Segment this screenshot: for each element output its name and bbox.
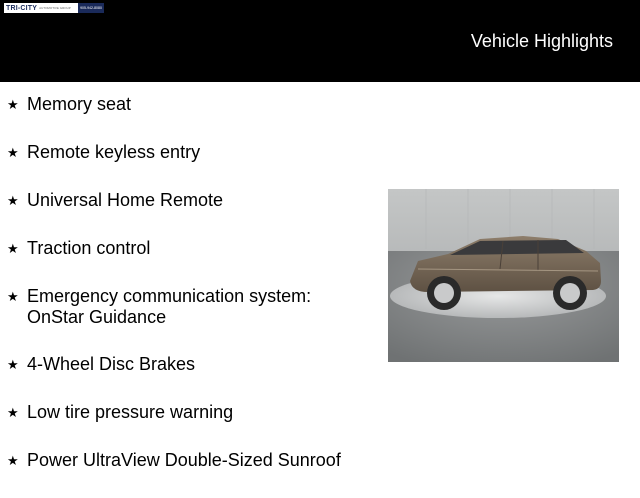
star-icon: ★ <box>7 357 19 372</box>
logo-main-text: TRI-CITY <box>6 4 38 12</box>
star-icon: ★ <box>7 193 19 208</box>
star-icon: ★ <box>7 405 19 420</box>
header-bar <box>0 0 640 82</box>
list-item <box>7 94 377 116</box>
page-title: Vehicle Highlights <box>470 31 613 51</box>
highlight-text: Power UltraView Double-Sized Sunroof <box>27 450 341 470</box>
highlight-line: OnStar Guidance <box>27 307 167 327</box>
vehicle-photo <box>388 189 619 362</box>
list-item <box>7 286 377 328</box>
highlight-text: Remote keyless entry <box>27 142 201 162</box>
dealer-logo <box>4 3 104 13</box>
highlights-list <box>7 94 377 498</box>
highlight-line: Emergency communication system: <box>27 286 312 306</box>
highlight-text: Traction control <box>27 238 151 258</box>
highlight-text: Universal Home Remote <box>27 190 224 210</box>
list-item <box>7 238 377 260</box>
highlight-text: 4-Wheel Disc Brakes <box>27 354 196 374</box>
list-item <box>7 402 377 424</box>
star-icon: ★ <box>7 145 19 160</box>
star-icon: ★ <box>7 97 19 112</box>
highlight-text: Memory seat <box>27 94 132 114</box>
star-icon: ★ <box>7 289 19 304</box>
star-icon: ★ <box>7 241 19 256</box>
list-item <box>7 354 377 376</box>
star-icon: ★ <box>7 453 19 468</box>
highlight-text: Low tire pressure warning <box>27 402 234 422</box>
logo-phone-badge: 905-942-8080 <box>78 3 104 13</box>
vehicle-illustration <box>388 189 619 362</box>
list-item <box>7 190 377 212</box>
highlight-text <box>27 286 311 328</box>
list-item <box>7 142 377 164</box>
list-item <box>7 450 377 472</box>
logo-sub-text: AUTOMOTIVE GROUP <box>39 6 71 10</box>
